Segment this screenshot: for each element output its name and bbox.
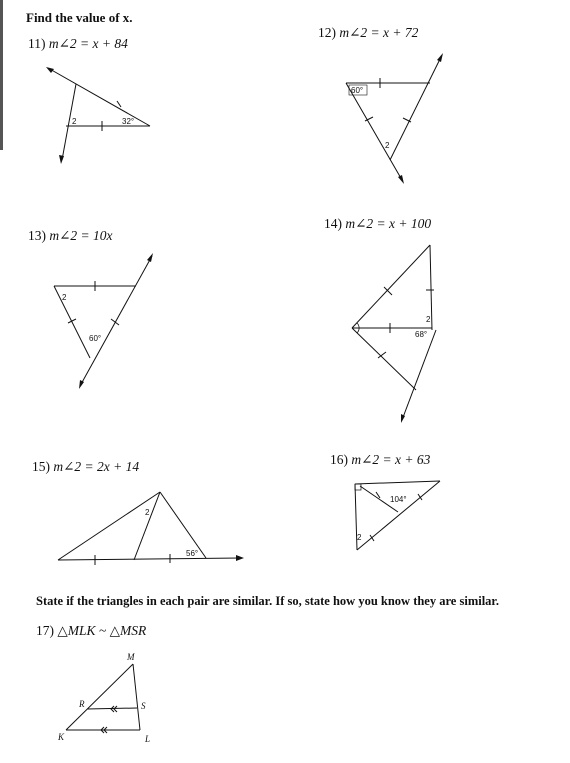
problem-12-angle-2: 2	[385, 141, 390, 150]
problem-16-equation: m∠2 = x + 63	[351, 452, 431, 467]
problem-11-number: 11)	[28, 36, 46, 51]
problem-12-number: 12)	[318, 25, 336, 40]
problem-14-number: 14)	[324, 216, 342, 231]
problem-17-number: 17)	[36, 623, 54, 638]
problem-15-angle-2: 2	[145, 508, 150, 517]
problem-13-angle-60: 60°	[89, 334, 102, 343]
problem-14-angle-68: 68°	[415, 330, 428, 339]
vertex-m-label: M	[127, 652, 135, 662]
problem-13-number: 13)	[28, 228, 46, 243]
problem-13-equation: m∠2 = 10x	[49, 228, 113, 243]
problem-16-angle-2: 2	[357, 533, 362, 542]
instructions-heading: Find the value of x.	[26, 10, 133, 25]
problem-15-equation: m∠2 = 2x + 14	[53, 459, 140, 474]
problem-11-equation: m∠2 = x + 84	[48, 36, 128, 51]
vertex-k-label: K	[58, 732, 65, 742]
problem-11-angle-32: 32°	[122, 117, 135, 126]
problem-12-equation: m∠2 = x + 72	[339, 25, 419, 40]
problem-14-equation: m∠2 = x + 100	[345, 216, 432, 231]
section2-instructions: State if the triangles in each pair are similar. If so, state how you know they are similar.	[36, 594, 499, 608]
problem-11-angle-2: 2	[72, 117, 77, 126]
problem-12-angle-60: 60°	[351, 86, 364, 95]
problem-15-number: 15)	[32, 459, 50, 474]
problem-15-angle-56: 56°	[186, 549, 199, 558]
problem-17-equation: △MLK ~ △MSR	[57, 623, 147, 638]
vertex-r-label: R	[79, 699, 85, 709]
vertex-s-label: S	[141, 701, 146, 711]
problem-16-angle-104: 104°	[390, 495, 407, 504]
problem-16-number: 16)	[330, 452, 348, 467]
problem-14-angle-2: 2	[426, 315, 431, 324]
problem-13-angle-2: 2	[62, 293, 67, 302]
vertex-l-label: L	[145, 734, 151, 744]
